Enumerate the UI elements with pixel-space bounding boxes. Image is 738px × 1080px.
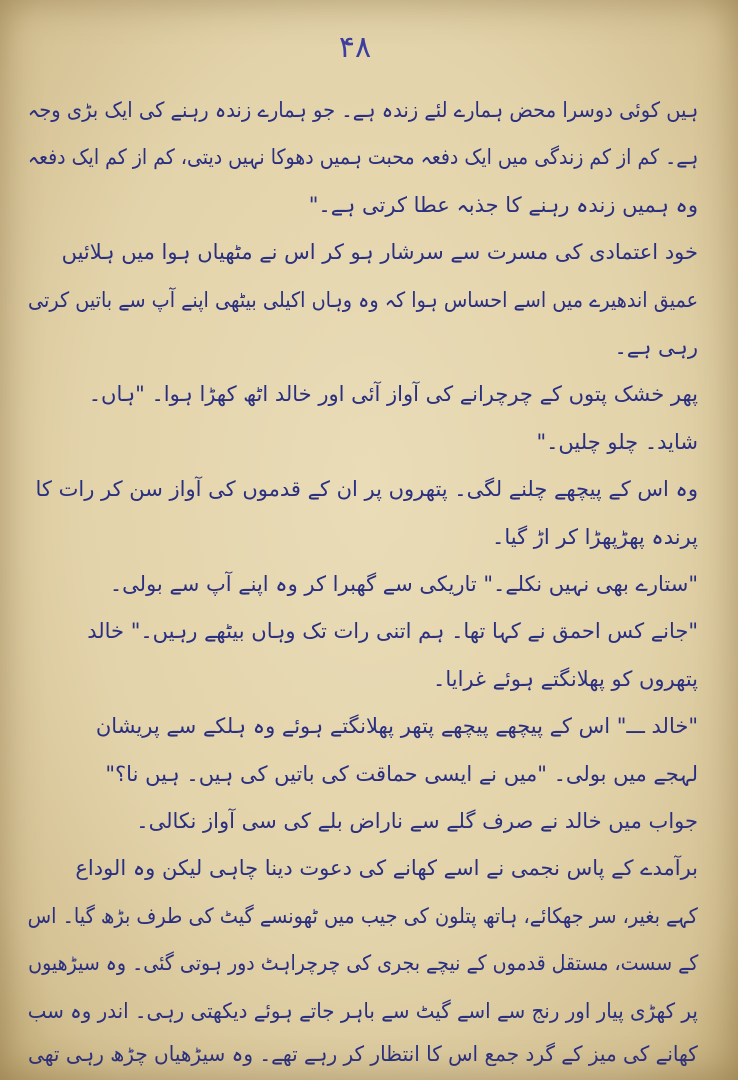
text-line-6: رہی ہے۔ [614,335,698,359]
text-line-1: ہیں کوئی دوسرا محض ہمارے لئے زندہ ہے۔ جو ہمارے زندہ رہنے کی ایک بڑی وجہ [27,98,698,122]
text-line-3: وہ ہمیں زندہ رہنے کا جذبہ عطا کرتی ہے۔" [308,193,698,217]
text-line-2: ہے۔ کم از کم زندگی میں ایک دفعہ محبت ہمیں دھوکا نہیں دیتی، کم از کم ایک دفعہ [27,145,698,169]
text-line-9: وہ اس کے پیچھے چلنے لگی۔ پتھروں پر ان کے قدموں کی آواز سن کر رات کا [35,477,698,501]
text-line-21: کھانے کی میز کے گرد جمع اس کا انتظار کر رہے تھے۔ وہ سیڑھیاں چڑھ رہی تھی [28,1042,698,1066]
text-line-4: خود اعتمادی کی مسرت سے سرشار ہو کر اس نے مٹھیاں ہوا میں ہلائیں [61,240,698,264]
text-line-18: کہے بغیر، سر جھکائے، ہاتھ پتلون کی جیب میں ٹھونسے گیٹ کی طرف بڑھ گیا۔ اس [27,904,698,928]
text-line-7: پھر خشک پتوں کے چرچرانے کی آواز آئی اور خالد اٹھ کھڑا ہوا۔ "ہاں۔ [88,382,698,406]
text-line-17: برآمدے کے پاس نجمی نے اسے کھانے کی دعوت دینا چاہی لیکن وہ الوداع [75,856,698,880]
text-line-14: "خالد ـــ" اس کے پیچھے پیچھے پتھر پھلانگتے ہوئے وہ ہلکے سے پریشان [95,714,698,738]
text-line-16: جواب میں خالد نے صرف گلے سے ناراض بلے کی سی آواز نکالی۔ [136,809,698,833]
text-line-13: پتھروں کو پھلانگتے ہوئے غرایا۔ [433,667,698,691]
page-number: ۴۸ [338,30,372,65]
text-line-12: "جانے کس احمق نے کہا تھا۔ ہم اتنی رات تک وہاں بیٹھے رہیں۔" خالد [87,619,698,643]
text-line-20: پر کھڑی پیار اور رنج سے اسے گیٹ سے باہر جاتے ہوئے دیکھتی رہی۔ اندر وہ سب [27,999,698,1023]
text-line-5: عمیق اندھیرے میں اسے احساس ہوا کہ وہ وہاں اکیلی بیٹھی اپنے آپ سے باتیں کرتی [27,288,698,312]
text-line-19: کے سست، مستقل قدموں کے نیچے بجری کی چرچراہٹ دور ہوتی گئی۔ وہ سیڑھیوں [27,951,698,975]
text-line-11: "ستارے بھی نہیں نکلے۔" تاریکی سے گھبرا کر وہ اپنے آپ سے بولی۔ [109,572,698,596]
text-line-10: پرندہ پھڑپھڑا کر اڑ گیا۔ [492,525,698,549]
text-line-8: شاید۔ چلو چلیں۔" [536,430,698,454]
text-line-15: لہجے میں بولی۔ "میں نے ایسی حماقت کی باتیں کی ہیں۔ ہیں نا؟" [105,762,698,786]
